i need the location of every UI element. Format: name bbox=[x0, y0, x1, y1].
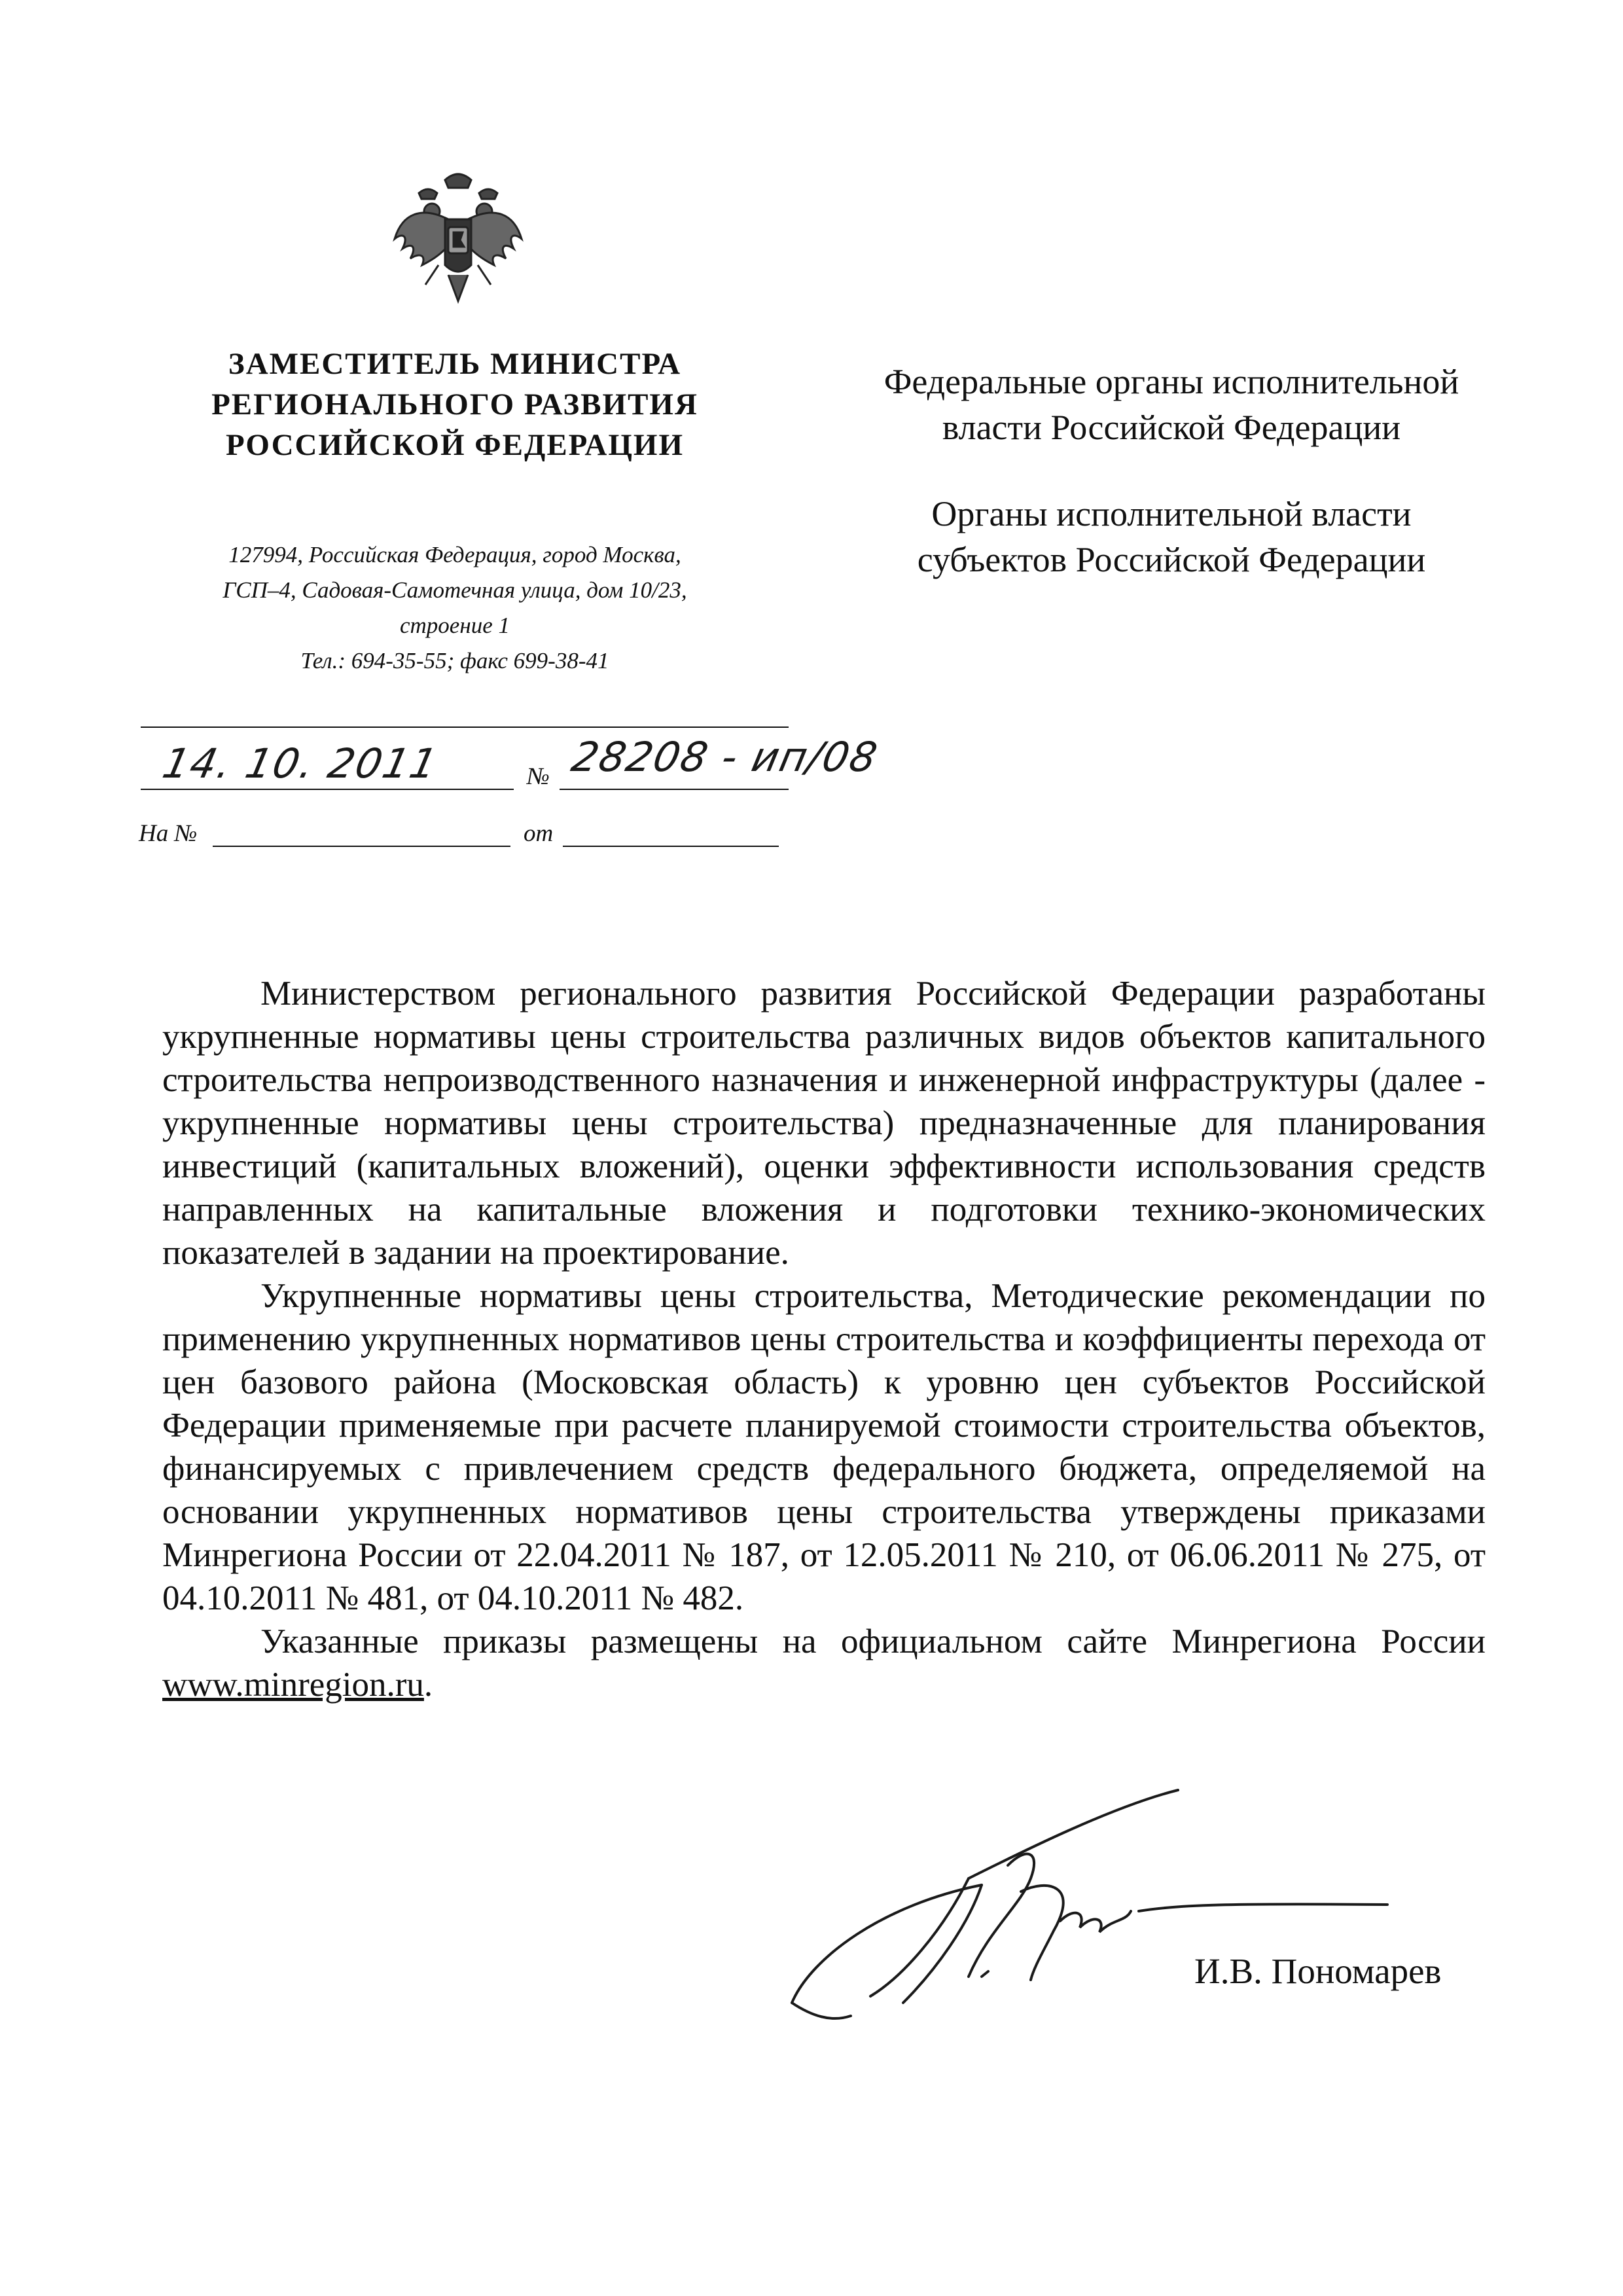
org-name-line-1: ЗАМЕСТИТЕЛЬ МИНИСТРА bbox=[228, 347, 682, 381]
from-label: от bbox=[524, 820, 554, 847]
paragraph-1: Министерством регионального развития Российской Федерации разработаны укрупненные нормативы цены строительства различных видов объектов капитального строительства непроизводственного назначения и инженерной инфраструктуры (далее - укрупненные нормативы цены строительства) предназначенные для планирования инвестиций (капитальных вложений), оценки эффективности использования средств направленных на капитальные вложения и подготовки технико-экономических показателей в задании на проектирование. bbox=[162, 975, 1486, 1272]
date-underline bbox=[141, 789, 514, 790]
signer-name: И.В. Пономарев bbox=[1194, 1951, 1442, 1991]
letter-date: 14. 10. 2011 bbox=[158, 740, 443, 787]
paragraph-3-text: Указанные приказы размещены на официальном сайте Минрегиона России bbox=[260, 1623, 1486, 1660]
letter-body bbox=[162, 972, 1486, 1706]
address-line-1: 127994, Российская Федерация, город Москва, bbox=[228, 542, 681, 567]
address-line-2: ГСП–4, Садовая-Самотечная улица, дом 10/23, bbox=[223, 577, 687, 603]
org-name-line-3: РОССИЙСКОЙ ФЕДЕРАЦИИ bbox=[226, 428, 684, 462]
number-label: № bbox=[527, 763, 550, 790]
minregion-link[interactable]: www.minregion.ru bbox=[162, 1666, 424, 1704]
paragraph-2: Укрупненные нормативы цены строительства, Методические рекомендации по применению укрупненных нормативов цены строительства и коэффициенты перехода от цен базового района (Московская область) к уровню цен субъектов Российской Федерации применяемые при расчете планируемой стоимости строительства объектов, финансируемых с привлечением средств федерального бюджета, определяемой на основании укрупненных нормативов цены строительства утверждены приказами Минрегиона России от 22.04.2011 № 187, от 12.05.2011 № 210, от 06.06.2011 № 275, от 04.10.2011 № 481, от 04.10.2011 № 482. bbox=[162, 1277, 1486, 1617]
sender-organization bbox=[124, 344, 785, 679]
paragraph-3-end: . bbox=[423, 1666, 433, 1704]
address-line-4: Тел.: 694-35-55; факс 699-38-41 bbox=[300, 648, 609, 673]
letter-number: 28208 - ип/08 bbox=[567, 733, 883, 781]
reply-number-underline bbox=[213, 846, 510, 847]
paragraph-3 bbox=[162, 1620, 1486, 1706]
recipient-1-line-1: Федеральные органы исполнительной bbox=[883, 362, 1459, 401]
recipient-2-line-2: субъектов Российской Федерации bbox=[917, 540, 1426, 579]
reply-number-label: На № bbox=[139, 820, 198, 847]
recipient-2-line-1: Органы исполнительной власти bbox=[931, 494, 1412, 533]
number-underline bbox=[560, 789, 789, 790]
russian-coat-of-arms-icon bbox=[383, 167, 533, 311]
recipients-block bbox=[818, 359, 1525, 583]
address-line-3: строение 1 bbox=[400, 613, 510, 638]
handwritten-signature-icon bbox=[772, 1780, 1400, 2042]
reply-date-underline bbox=[563, 846, 779, 847]
recipient-1-line-2: власти Российской Федерации bbox=[942, 408, 1401, 447]
ref-top-line bbox=[141, 726, 789, 728]
org-name-line-2: РЕГИОНАЛЬНОГО РАЗВИТИЯ bbox=[211, 387, 698, 422]
sender-address bbox=[124, 537, 785, 679]
